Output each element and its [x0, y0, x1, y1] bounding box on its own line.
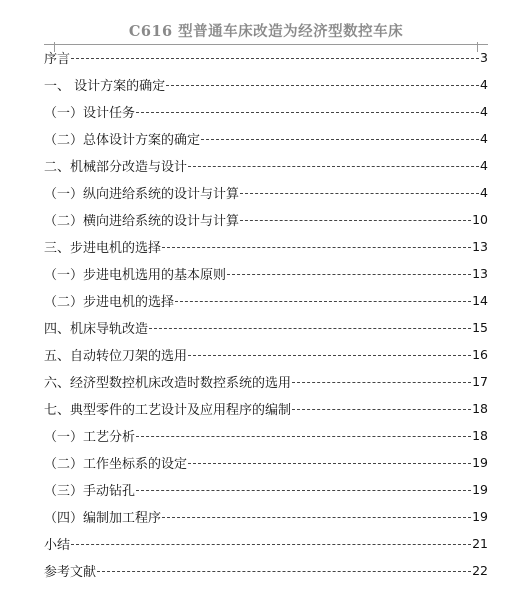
toc-entry[interactable]: [44, 530, 488, 557]
toc-leader-dots: [149, 328, 471, 329]
toc-leader-dots: [97, 571, 471, 572]
toc-entry-label: 四、机床导轨改造: [44, 322, 149, 337]
toc-entry-label: 七、典型零件的工艺设计及应用程序的编制: [44, 403, 292, 418]
toc-entry-page: 19: [472, 509, 488, 524]
toc-entry-page: 19: [472, 455, 488, 470]
toc-leader-dots: [162, 517, 471, 518]
toc-entry-page: 4: [480, 104, 488, 119]
toc-entry-label: （二）横向进给系统的设计与计算: [44, 214, 240, 229]
toc-entry-page: 4: [480, 185, 488, 200]
toc-leader-dots: [136, 436, 471, 437]
toc-entry-label: （一）纵向进给系统的设计与计算: [44, 187, 240, 202]
toc-entry-label: （一）工艺分析: [44, 430, 136, 445]
toc-entry-label: 小结: [44, 538, 71, 553]
toc-entry-page: 21: [472, 536, 488, 551]
toc-leader-dots: [136, 112, 479, 113]
toc-entry-page: 15: [472, 320, 488, 335]
toc-entry-page: 4: [480, 158, 488, 173]
toc-entry[interactable]: [44, 152, 488, 179]
toc-entry-page: 13: [472, 266, 488, 281]
toc-entry[interactable]: [44, 287, 488, 314]
toc-entry[interactable]: [44, 476, 488, 503]
toc-leader-dots: [166, 85, 479, 86]
toc-entry[interactable]: [44, 206, 488, 233]
toc-entry-label: 五、自动转位刀架的选用: [44, 349, 188, 364]
toc-leader-dots: [227, 274, 471, 275]
toc-entry-label: （一）设计任务: [44, 106, 136, 121]
toc-entry-page: 3: [480, 50, 488, 65]
toc-entry-label: （二）工作坐标系的设定: [44, 457, 188, 472]
toc-leader-dots: [292, 382, 471, 383]
toc-entry[interactable]: [44, 422, 488, 449]
toc-leader-dots: [188, 355, 471, 356]
toc-entry-page: 17: [472, 374, 488, 389]
toc-entry[interactable]: [44, 179, 488, 206]
toc-entry-page: 22: [472, 563, 488, 578]
toc-entry-label: （二）总体设计方案的确定: [44, 133, 201, 148]
toc-entry[interactable]: [44, 368, 488, 395]
toc-leader-dots: [292, 409, 471, 410]
toc-leader-dots: [162, 247, 471, 248]
toc-entry-label: 三、步进电机的选择: [44, 241, 162, 256]
toc-entry[interactable]: [44, 341, 488, 368]
toc-entry-label: 一、 设计方案的确定: [44, 79, 166, 94]
toc-leader-dots: [71, 58, 479, 59]
table-of-contents: [44, 44, 488, 584]
toc-entry-page: 13: [472, 239, 488, 254]
toc-leader-dots: [188, 166, 479, 167]
toc-entry-label: 参考文献: [44, 565, 97, 580]
toc-entry-label: 二、机械部分改造与设计: [44, 160, 188, 175]
header-title: C616 型普通车床改造为经济型数控车床: [128, 23, 404, 40]
toc-entry[interactable]: [44, 557, 488, 584]
toc-entry[interactable]: [44, 44, 488, 71]
toc-entry[interactable]: [44, 395, 488, 422]
toc-entry[interactable]: [44, 125, 488, 152]
toc-leader-dots: [188, 463, 471, 464]
toc-entry[interactable]: [44, 449, 488, 476]
toc-entry-label: （一）步进电机选用的基本原则: [44, 268, 227, 283]
toc-entry-page: 18: [472, 428, 488, 443]
toc-leader-dots: [71, 544, 471, 545]
toc-entry-page: 4: [480, 77, 488, 92]
page-header: [44, 6, 488, 42]
toc-entry[interactable]: [44, 503, 488, 530]
toc-leader-dots: [201, 139, 479, 140]
toc-leader-dots: [136, 490, 471, 491]
toc-entry[interactable]: [44, 71, 488, 98]
toc-entry-label: （四）编制加工程序: [44, 511, 162, 526]
toc-entry[interactable]: [44, 233, 488, 260]
toc-entry-page: 10: [472, 212, 488, 227]
toc-leader-dots: [175, 301, 471, 302]
toc-entry[interactable]: [44, 260, 488, 287]
toc-entry-label: （二）步进电机的选择: [44, 295, 175, 310]
toc-entry-page: 19: [472, 482, 488, 497]
toc-leader-dots: [240, 193, 479, 194]
toc-entry[interactable]: [44, 98, 488, 125]
toc-entry-page: 4: [480, 131, 488, 146]
toc-entry-page: 18: [472, 401, 488, 416]
toc-leader-dots: [240, 220, 471, 221]
toc-entry[interactable]: [44, 314, 488, 341]
toc-entry-page: 16: [472, 347, 488, 362]
toc-entry-label: （三）手动钻孔: [44, 484, 136, 499]
toc-entry-label: 序言: [44, 52, 71, 67]
toc-entry-page: 14: [472, 293, 488, 308]
toc-entry-label: 六、经济型数控机床改造时数控系统的选用: [44, 376, 292, 391]
